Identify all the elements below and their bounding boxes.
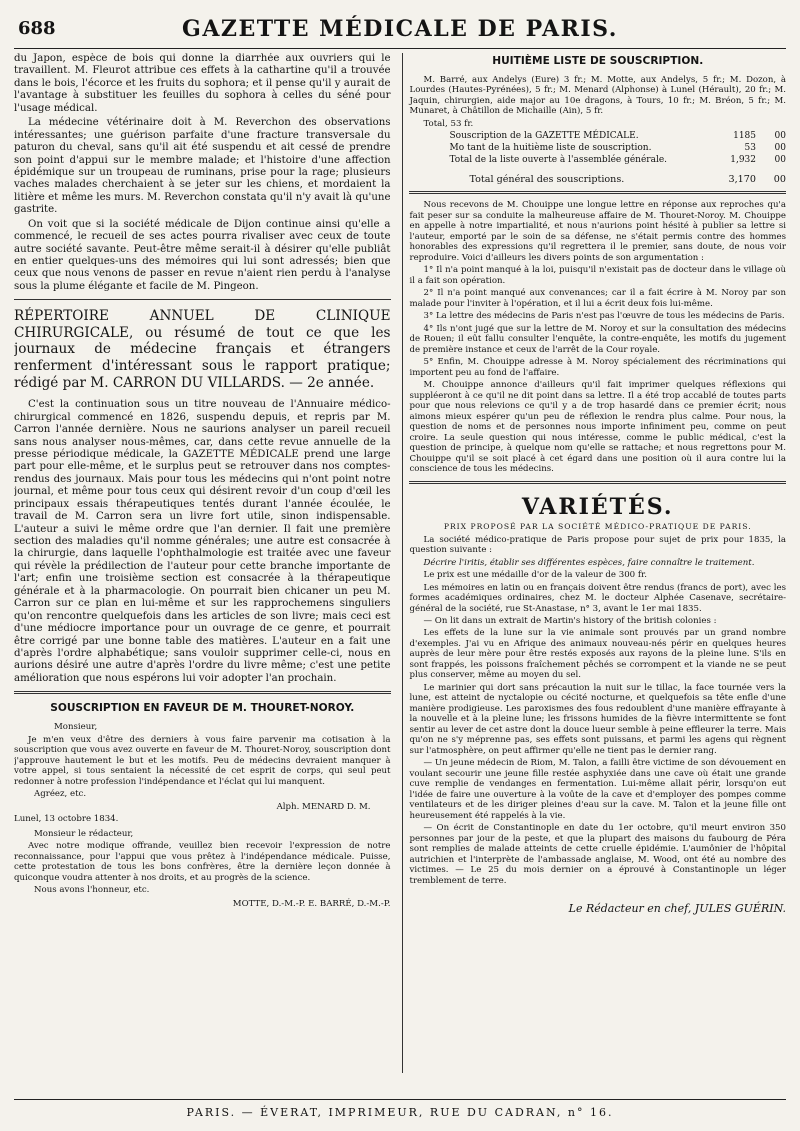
letter1-body: Je m'en veux d'être des derniers à vous faire parvenir ma cotisation à la souscription que vous avez ouverte en faveur de M. Thouret-Noroy, souscription dont j'approuve hautement le but et les motifs. Peu de médecins devraient manquer à votre appel, si tous sentaient la nécessité de cet esprit de corps, qui seul peut redonner à notre profession l'indépendance et l'éclat qui lui manquent. [14, 734, 391, 787]
letter2-close: Nous avons l'honneur, etc. [34, 885, 150, 896]
amount-label: Souscription de la GAZETTE MÉDICALE. [449, 131, 639, 142]
amount-cents: 00 [774, 131, 786, 142]
section-rule [409, 481, 786, 484]
letter2-date: Lunel, 13 octobre 1834. [14, 814, 119, 825]
amount-label: Total de la liste ouverte à l'assemblée générale. [449, 154, 668, 165]
chouippe-point: 4° Ils n'ont jugé que sur la lettre de M. Noroy et sur la consultation des médecins de Rouen; il eût fallu consulter l'enquête, la contre-enquête, les motifs du jugement de première instance et ceux de l'arrêt de la Cour royale. [409, 323, 786, 355]
amount-cents: 00 [774, 154, 786, 165]
footer-imprint: PARIS. — ÉVERAT, IMPRIMEUR, RUE DU CADRAN, n° 16. [14, 1099, 786, 1119]
varietes-paragraph: — Un jeune médecin de Riom, M. Talon, a failli être victime de son dévouement en voulant secourir une jeune fille restée asphyxiée dans une cave où était une grande cuve remplie de vendanges en fermentation. Lui-même allait périr, lorsqu'on eut l'idée de faire une ouverture à la voûte de la cave et d'employer des pompes comme ventilateurs et de les diriger pleines d'eau sur la cave. M. Talon et la jeune fille ont heureusement été rappelés à la vie. [409, 758, 786, 821]
section-rule [409, 191, 786, 194]
chouippe-conclusion: M. Chouippe annonce d'ailleurs qu'il fait imprimer quelques réflexions qui suppléeront à ce qu'il ne dit point dans sa lettre. Il a été trop accablé de toutes parts pour que nous relevions ce qu'il y a de trop hasardé dans ce premier écrit; nous aimons mieux espérer qu'un peu de réflexion le rendra plus calme. Pour nous, la question de noms et de personnes nous importe infiniment peu, comme on peut croire. La seule question qui nous intéresse, comme le public médical, c'est la question de principe, à quelque nom qu'elle se rattache; et nous regrettons pour M. Chouippe qu'il se soit placé à cet égard dans une position où il aura contre lui la conscience de tous les médecins. [409, 380, 786, 475]
varietes-paragraph: — On lit dans un extrait de Martin's history of the british colonies : [423, 615, 717, 626]
grand-total-label: Total général des souscriptions. [469, 174, 625, 186]
prix-subtitle: PRIX PROPOSÉ PAR LA SOCIÉTÉ MÉDICO-PRATIQUE DE PARIS. [443, 521, 752, 531]
chouippe-point: 5° Enfin, M. Chouippe adresse à M. Noroy spécialement des récriminations qui importent peu au fond de l'affaire. [409, 357, 786, 378]
repertoire-paragraph: C'est la continuation sous un titre nouveau de l'Annuaire médico-chirurgical commencé en 1826, suspendu depuis, et repris par M. Carron l'année dernière. Nous ne saurions analyser un pareil recueil sans nous analyser nous-mêmes, car, dans cette revue annuelle de la presse périodique médicale, la GAZETTE MÉDICALE prend une large part pour elle-même, et le surplus peut se retrouver dans nos comptes-rendus des journaux. Mais pour tous les médecins qui n'ont point notre journal, et même pour tous ceux qui désirent revoir d'un coup d'œil les principaux essais thérapeutiques tentés durant l'année écoulée, le travail de M. Carron sera un livre fort utile, sinon indispensable. L'auteur a suivi le même ordre que l'an dernier. Il fait une première section des maladies qu'il nomme générales; une autre est consacrée à la chirurgie, dans laquelle l'ophthalmologie est traitée avec une faveur qui révèle la prédilection de l'auteur pour cette branche importante de l'art; enfin une troisième section est consacrée à la thérapeutique générale et à la pharmacologie. On pourrait bien chicaner un peu M. Carron sur ce plan en lui-même et sur les rapprochemens singuliers qu'on rencontre quelquefois dans les articles de son livre; mais ceci est d'une médiocre importance pour un ouvrage de ce genre, et pourrait être corrigé par une bonne table des matières. L'auteur en a fait une d'après l'ordre alphabétique; sans vouloir supprimer celle-ci, nous en aurions désiré une autre d'après l'ordre du livre même; c'est une petite amélioration que nous espérons lui voir adopter l'an prochain. [14, 399, 391, 684]
prix-question: Décrire l'iritis, établir ses différentes espèces, faire connaître le traitement. [423, 557, 755, 568]
amount-value: 53 [744, 143, 756, 154]
amount-value: 1,932 [730, 154, 756, 165]
varietes-paragraph: Le marinier qui dort sans précaution la nuit sur le tillac, la face tournée vers la lune, est atteint de nyctalopie ou cécité nocturne, et quelquefois sa tête enfle d'une manière prodigieuse. Les paroxismes des fous redoublent d'une manière effrayante à la nouvelle et à la pleine lune; les frissons humides de la fièvre intermittente se font sentir au lever de cet astre dont la douce lueur semble à peine effleurer la terre. Mais qu'on ne s'y méprenne pas, ses effets sont puissans, et parmi les agens qui règnent sur l'atmosphère, on peut affirmer qu'elle ne tient pas le dernier rang. [409, 682, 786, 756]
page-header [14, 14, 786, 44]
grand-total-value: 3,170 [728, 174, 756, 186]
varietes-paragraph: La société médico-pratique de Paris propose pour sujet de prix pour 1835, la question suivante : [409, 534, 786, 556]
section-rule [14, 691, 391, 694]
chouippe-point: 2° Il n'a point manqué aux convenances; car il a fait écrire à M. Noroy par son malade pour l'inviter à l'opération, et il lui a écrit deux fois lui-même. [409, 288, 786, 309]
amount-label: Mo tant de la huitième liste de souscription. [449, 143, 652, 154]
chouippe-intro: Nous recevons de M. Chouippe une longue lettre en réponse aux reproches qu'a fait peser sur sa conduite la malheureuse affaire de M. Thouret-Noroy. M. Chouippe en appelle à notre impartialité, et nous n'aurions point hésité à publier sa lettre si l'auteur, emporté par le soin de sa défense, ne s'était permis contre des hommes honorables des expressions qu'il regrettera il le premier, sans doute, de nous voir reproduire. Voici d'ailleurs les divers points de son argumentation : [409, 200, 786, 263]
left-column [14, 53, 397, 1073]
letter2-body: Avec notre modique offrande, veuillez bien recevoir l'expression de notre reconnaissance, pour l'appui que vous prêtez à l'indépendance médicale. Puisse, cette protestation de tous les bons confrères, être la dernière leçon donnée à quiconque voudra attenter à nos droits, et au progrès de la science. [14, 841, 391, 883]
page-number: 688 [18, 18, 56, 39]
letter2-salutation: Monsieur le rédacteur, [34, 828, 134, 839]
amount-value: 1185 [733, 131, 756, 142]
intro-paragraph: On voit que si la société médicale de Dijon continue ainsi qu'elle a commencé, le recueil de ses actes pourra rivaliser avec ceux de toute autre société savante. Peut-être même serait-il à désirer qu'elle publiât en entier quelques-uns des mémoires qui lui sont adressés; bien que ceux que nous venons de passer en revue n'aient rien perdu à l'analyse sous la plume élégante et facile de M. Pingeon. [14, 218, 391, 292]
right-column [407, 53, 786, 1073]
amount-row [409, 131, 786, 143]
liste-total: Total, 53 fr. [423, 118, 474, 129]
letter2-signatures: MOTTE, D.-M.-P. E. BARRÉ, D.-M.-P. [232, 898, 391, 909]
column-divider [402, 53, 403, 1073]
letter1-signature: Alph. MENARD D. M. [276, 801, 371, 812]
varietes-title: VARIÉTÉS. [521, 493, 674, 520]
intro-paragraph: La médecine vétérinaire doit à M. Reverchon des observations intéressantes; une guérison parfaite d'une fracture transversale du paturon du cheval, sans qu'il ait été suspendu et ait cessé de prendre son point d'appui sur le membre malade; et l'histoire d'une affection épidémique sur un troupeau de ruminans, prise pour la rage; plusieurs vaches malades cherchaient à se jeter sur les chiens, et mordaient la litière et même les murs. M. Reverchon constata qu'il n'y avait là qu'une gastrite. [14, 117, 391, 216]
varietes-paragraph: Les mémoires en latin ou en français doivent être rendus (francs de port), avec les formes académiques ordinaires, chez M. le docteur Alphée Casenave, secrétaire-général de la société, rue St-Anastase, n° 3, avant le 1er mai 1835. [409, 582, 786, 614]
letter1-salutation: Monsieur, [54, 722, 98, 733]
grand-total-cents: 00 [773, 174, 786, 186]
grand-total-row [409, 174, 786, 185]
section-rule [14, 299, 391, 300]
chouippe-point: 3° La lettre des médecins de Paris n'est pas l'œuvre de tous les médecins de Paris. [423, 311, 785, 322]
souscription-title: SOUSCRIPTION EN FAVEUR DE M. THOURET-NOROY. [50, 702, 355, 715]
header-rule [14, 48, 786, 49]
liste-title: HUITIÈME LISTE DE SOUSCRIPTION. [492, 55, 704, 67]
letter1-close: Agréez, etc. [34, 789, 87, 800]
varietes-paragraph: — On écrit de Constantinople en date du 1er octobre, qu'il meurt environ 350 personnes par jour de la peste, et que la plupart des maisons du faubourg de Péra sont remplies de malade atteints de cette cruelle épidémie. L'aumônier de l'hôpital autrichien et l'interprète de l'ambassade anglaise, M. Wood, ont été au nombre des victimes. — Le 25 du mois dernier on a éprouvé à Constantinople un léger tremblement de terre. [409, 823, 786, 886]
intro-paragraph: du Japon, espèce de bois qui donne la diarrhée aux ouvriers qui le travaillent. M. Fleurot attribue ces effets à la cathartine qu'il a trouvée dans le bois, l'écorce et les fruits du sophora; et il pense qu'il y aurait de l'avantage à substituer les feuilles du sophora à celles du séné pour l'usage médical. [14, 53, 391, 114]
chouippe-point: 1° Il n'a point manqué à la loi, puisqu'il n'existait pas de docteur dans le village où il a fait son opération. [409, 265, 786, 286]
varietes-paragraph: Les effets de la lune sur la vie animale sont prouvés par un grand nombre d'exemples. J'ai vu en Afrique des animaux nouveau-nés périr en quelques heures auprès de leur mère pour être restés exposés aux rayons de la pleine lune. S'ils en sont frappés, les poissons fraîchement pêchés se corrompent et la viande ne se peut plus conserver, même au moyen du sel. [409, 628, 786, 681]
redacteur-signature: Le Rédacteur en chef, JULES GUÉRIN. [568, 902, 786, 916]
varietes-paragraph: Le prix est une médaille d'or de la valeur de 300 fr. [423, 570, 647, 581]
masthead-title: GAZETTE MÉDICALE DE PARIS. [182, 16, 618, 42]
repertoire-heading: RÉPERTOIRE ANNUEL DE CLINIQUE CHIRURGICALE, ou résumé de tout ce que les journaux de médecine français et étrangers renferment d'intéressant sous le rapport pratique; rédigé par M. CARRON DU VILLARDS. — 2e année. [14, 308, 391, 391]
amount-cents: 00 [774, 143, 786, 154]
liste-body: M. Barré, aux Andelys (Eure) 3 fr.; M. Motte, aux Andelys, 5 fr.; M. Dozon, à Lourdes (Hautes-Pyrénées), 5 fr.; M. Menard (Alphonse) à Lunel (Hérault), 20 fr.; M. Jaquin, chirurgien, aide major au 10e dragons, à Tours, 10 fr.; M. Bréon, 5 fr.; M. Munaret, à Châtillon de Michaille (Ain), 5 fr. [409, 75, 786, 117]
columns [14, 53, 786, 1073]
amount-row [409, 143, 786, 155]
amount-row [409, 155, 786, 167]
